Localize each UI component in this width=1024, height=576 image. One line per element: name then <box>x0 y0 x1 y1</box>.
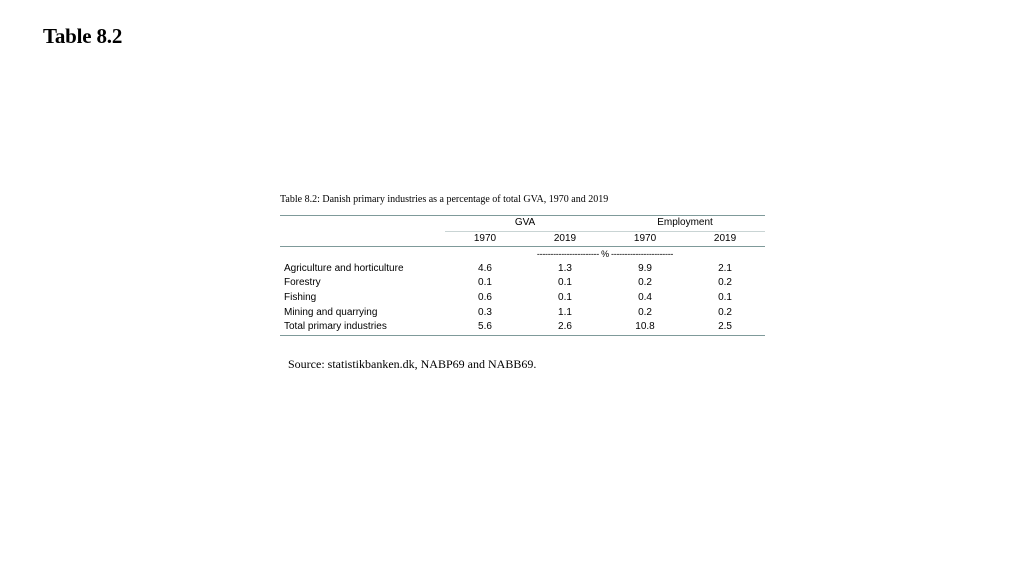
year-header: 1970 <box>445 231 525 247</box>
cell-value: 4.6 <box>478 262 492 274</box>
unit-label: ----------------------- % ----------------------- <box>536 249 674 260</box>
cell-value: 10.8 <box>605 320 685 335</box>
cell-value: 0.2 <box>718 306 732 318</box>
cell-value: 1.3 <box>558 262 572 274</box>
cell-value: 0.6 <box>478 291 492 303</box>
cell-value: 0.1 <box>558 277 572 289</box>
cell-value: 0.1 <box>478 277 492 289</box>
table-row <box>280 291 765 306</box>
cell-value: 2.6 <box>525 320 605 335</box>
cell-value: 0.4 <box>638 291 652 303</box>
cell-value: 1.1 <box>558 306 572 318</box>
cell-value: 0.1 <box>558 291 572 303</box>
year-header: 2019 <box>525 231 605 247</box>
table-group-header-row <box>280 216 765 232</box>
group-header-employment: Employment <box>605 216 765 232</box>
row-label: Fishing <box>284 291 317 303</box>
header-blank <box>280 231 445 247</box>
row-label: Forestry <box>284 277 321 289</box>
cell-value: 2.1 <box>718 262 732 274</box>
row-label: Total primary industries <box>280 320 445 335</box>
header-blank <box>280 216 445 232</box>
table-year-header-row <box>280 231 765 247</box>
cell-value: 0.2 <box>718 277 732 289</box>
table-row <box>280 262 765 277</box>
data-table-container <box>280 215 765 336</box>
table-row-total <box>280 320 765 335</box>
cell-value: 0.2 <box>638 277 652 289</box>
cell-value: 0.1 <box>718 291 732 303</box>
cell-value: 9.9 <box>638 262 652 274</box>
table-row <box>280 276 765 291</box>
source-note: Source: statistikbanken.dk, NABP69 and NABB69. <box>288 357 537 371</box>
row-label: Mining and quarrying <box>284 306 378 318</box>
cell-value: 0.3 <box>478 306 492 318</box>
cell-value: 0.2 <box>638 306 652 318</box>
table-row <box>280 306 765 321</box>
cell-value: 5.6 <box>445 320 525 335</box>
slide-title: Table 8.2 <box>43 24 123 48</box>
row-label: Agriculture and horticulture <box>284 262 404 274</box>
year-header: 1970 <box>605 231 685 247</box>
data-table <box>280 215 765 336</box>
cell-value: 2.5 <box>685 320 765 335</box>
group-header-gva: GVA <box>445 216 605 232</box>
table-caption: Table 8.2: Danish primary industries as a percentage of total GVA, 1970 and 2019 <box>280 194 609 205</box>
unit-row <box>280 247 765 262</box>
year-header: 2019 <box>685 231 765 247</box>
